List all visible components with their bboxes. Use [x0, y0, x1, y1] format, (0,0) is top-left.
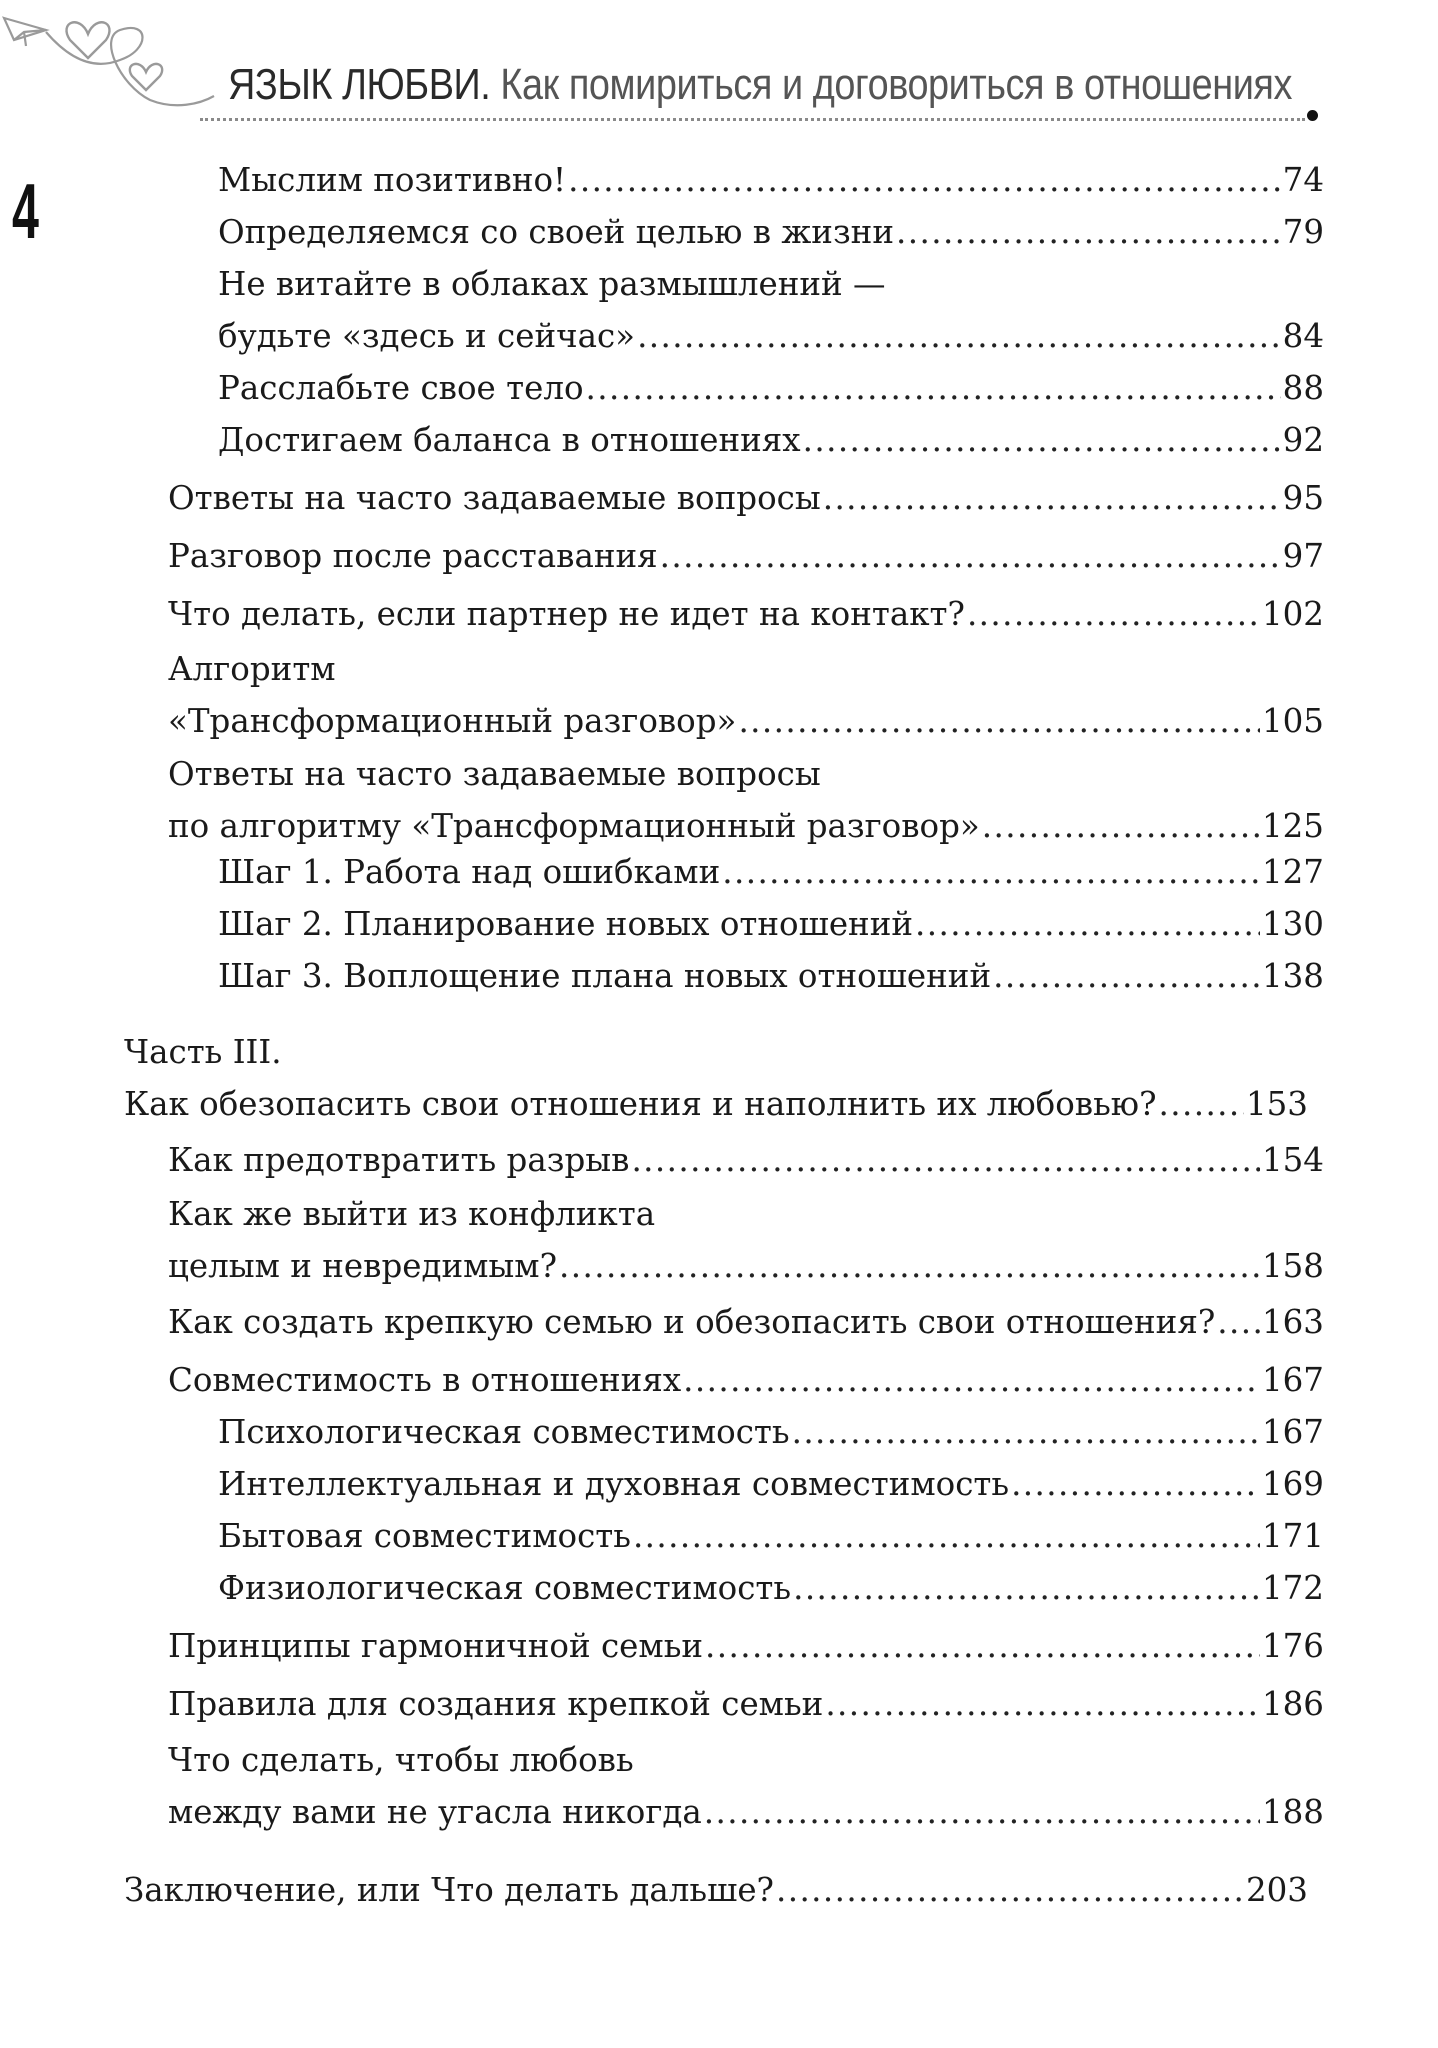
toc-entry-page: 188 [1261, 1793, 1324, 1831]
toc-entry-page: 127 [1261, 853, 1324, 891]
toc-entry-page: 186 [1261, 1685, 1324, 1723]
toc-entry-title: Алгоритм [168, 650, 336, 688]
toc-entry-title: Ответы на часто задаваемые вопросы [168, 479, 821, 517]
toc-entry-title: Совместимость в отношениях [168, 1361, 682, 1399]
toc-entry-page: 105 [1261, 702, 1324, 740]
toc-entry [218, 950, 1324, 1002]
toc-entry-page: 154 [1261, 1141, 1324, 1179]
toc-entry-page: 163 [1261, 1303, 1324, 1341]
toc-entry [218, 1510, 1324, 1562]
toc-entry-page: 97 [1282, 537, 1324, 575]
toc-leader [559, 1240, 1260, 1292]
toc-entry [218, 1562, 1324, 1614]
toc-entry [218, 258, 1324, 362]
toc-leader [776, 1864, 1244, 1916]
toc-entry [218, 846, 1324, 898]
toc-entry-page: 158 [1261, 1247, 1324, 1285]
toc-entry-title: Что делать, если партнер не идет на контакт? [168, 595, 965, 633]
page-number: 4 [12, 167, 39, 255]
toc-entry-title: между вами не угасла никогда [168, 1793, 702, 1831]
toc-entry [218, 362, 1324, 414]
toc-entry-title: Интеллектуальная и духовная совместимость [218, 1465, 1010, 1503]
toc-entry [168, 1678, 1324, 1730]
toc-entry-page: 92 [1282, 421, 1324, 459]
toc-entry [168, 1134, 1324, 1186]
toc-entry [218, 154, 1324, 206]
toc-entry-page: 153 [1245, 1085, 1308, 1123]
toc-entry [218, 206, 1324, 258]
toc-entry-title: Достигаем баланса в отношениях [218, 421, 801, 459]
toc-entry-page: 84 [1282, 317, 1324, 355]
toc-leader [705, 1620, 1260, 1672]
toc-entry-page: 102 [1261, 595, 1324, 633]
toc-entry [168, 643, 1324, 747]
toc-entry-title: Правила для создания крепкой семьи [168, 1685, 824, 1723]
toc-leader [915, 898, 1260, 950]
toc-leader [982, 800, 1260, 852]
toc-entry-title: Ответы на часто задаваемые вопросы [168, 755, 821, 793]
toc-entry-title: Расслабьте свое тело [218, 369, 584, 407]
toc-leader [803, 414, 1281, 466]
toc-entry-page: 88 [1282, 369, 1324, 407]
toc-entry [218, 414, 1324, 466]
toc-entry-page: 95 [1282, 479, 1324, 517]
toc-entry-page: 176 [1261, 1627, 1324, 1665]
toc-entry-title: Мыслим позитивно! [218, 161, 567, 199]
toc-entry-page: 130 [1261, 905, 1324, 943]
toc-leader [660, 530, 1281, 582]
toc-leader [637, 310, 1281, 362]
toc-leader [896, 206, 1281, 258]
toc-leader [993, 950, 1260, 1002]
toc-leader [586, 362, 1281, 414]
toc-entry-page: 125 [1261, 807, 1324, 845]
toc-leader [793, 1562, 1260, 1614]
toc-entry [218, 898, 1324, 950]
toc-leader [967, 588, 1260, 640]
toc-leader [568, 154, 1281, 206]
toc-leader [722, 846, 1260, 898]
toc-leader [633, 1510, 1260, 1562]
toc-entry-title: Как же выйти из конфликта [168, 1195, 656, 1233]
toc-entry-title: Физиологическая совместимость [218, 1569, 792, 1607]
toc-entry-title: целым и невредимым? [168, 1247, 558, 1285]
toc-entry-page: 138 [1261, 957, 1324, 995]
toc-entry-page: 74 [1282, 161, 1324, 199]
toc-entry-title: Шаг 1. Работа над ошибками [218, 853, 721, 891]
toc-leader [825, 1678, 1260, 1730]
toc-entry-title: Как предотвратить разрыв [168, 1141, 630, 1179]
toc-entry [168, 1620, 1324, 1672]
toc-entry [168, 1296, 1324, 1348]
toc-entry-title: Бытовая совместимость [218, 1517, 631, 1555]
toc-entry-page: 167 [1261, 1413, 1324, 1451]
toc-leader [738, 695, 1260, 747]
toc-entry [218, 1406, 1324, 1458]
toc-entry-page: 169 [1261, 1465, 1324, 1503]
toc-entry [168, 530, 1324, 582]
toc-entry-title: Как создать крепкую семью и обезопасить свои отношения? [168, 1303, 1216, 1341]
toc-entry-page: 171 [1261, 1517, 1324, 1555]
toc-entry-page: 79 [1282, 213, 1324, 251]
toc-entry-title: Как обезопасить свои отношения и наполнить их любовью? [124, 1085, 1157, 1123]
toc-entry [168, 1734, 1324, 1838]
book-subtitle: Как помириться и договориться в отношениях [490, 60, 1292, 109]
toc-entry-title: «Трансформационный разговор» [168, 702, 737, 740]
toc-leader [1011, 1458, 1260, 1510]
toc-entry [168, 588, 1324, 640]
toc-entry-title: Разговор после расставания [168, 537, 658, 575]
toc-entry-title: Принципы гармоничной семьи [168, 1627, 704, 1665]
toc-entry-title: по алгоритму «Трансформационный разговор» [168, 807, 980, 845]
toc-entry [168, 472, 1324, 524]
toc-entry-title: Психологическая совместимость [218, 1413, 790, 1451]
toc-entry-title: Шаг 2. Планирование новых отношений [218, 905, 914, 943]
toc-entry [168, 748, 1324, 852]
toc-entry-title: будьте «здесь и сейчас» [218, 317, 636, 355]
toc-leader [631, 1134, 1260, 1186]
toc-leader [823, 472, 1281, 524]
toc-leader [683, 1354, 1260, 1406]
book-title: ЯЗЫК ЛЮБВИ. [228, 60, 491, 109]
toc-entry-title: Заключение, или Что делать дальше? [124, 1871, 774, 1909]
toc-entry-title: Что сделать, чтобы любовь [168, 1741, 634, 1779]
toc-entry-page: 203 [1245, 1871, 1308, 1909]
toc-entry-title: Не витайте в облаках размышлений — [218, 265, 886, 303]
toc-entry-page: 172 [1261, 1569, 1324, 1607]
toc-entry-title: Определяемся со своей целью в жизни [218, 213, 895, 251]
toc-entry-page: 167 [1261, 1361, 1324, 1399]
toc-leader [792, 1406, 1260, 1458]
toc-entry [124, 1864, 1308, 1916]
toc-entry [124, 1078, 1308, 1130]
toc-entry [218, 1458, 1324, 1510]
part-heading: Часть III. [124, 1033, 282, 1071]
toc-entry [168, 1188, 1324, 1292]
toc-leader [1159, 1078, 1244, 1130]
toc-leader [1217, 1296, 1260, 1348]
toc-entry [168, 1354, 1324, 1406]
toc-leader [704, 1786, 1260, 1838]
toc-entry-title: Шаг 3. Воплощение плана новых отношений [218, 957, 992, 995]
